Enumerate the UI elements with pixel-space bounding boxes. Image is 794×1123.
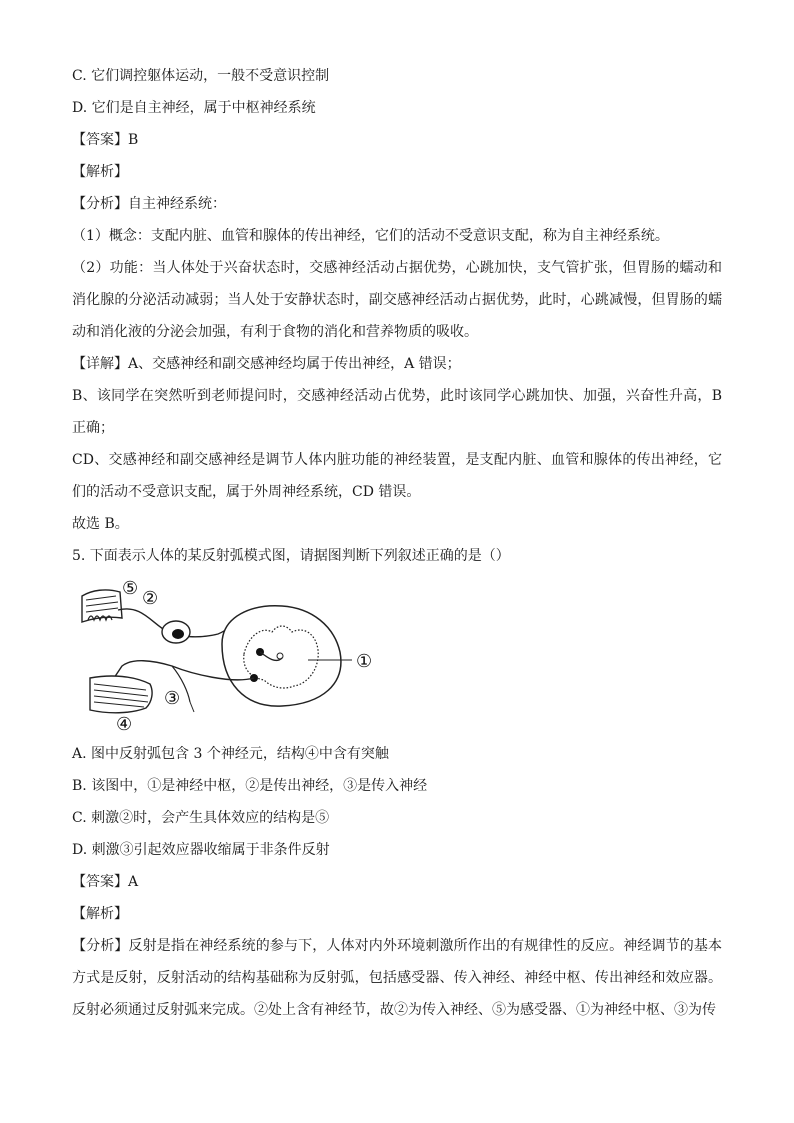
option-b: B. 该图中，①是神经中枢，②是传出神经，③是传入神经	[72, 778, 428, 794]
detail-cd: CD、交感神经和副交感神经是调节人体内脏功能的神经装置，是支配内脏、血管和腺体的传出神经，它们的活动不受意识支配，属于外周神经系统，CD 错误。	[72, 452, 722, 500]
question-5-stem: 5. 下面表示人体的某反射弧模式图，请据图判断下列叙述正确的是（）	[72, 548, 510, 564]
option-d: D. 刺激③引起效应器收缩属于非条件反射	[72, 842, 330, 858]
analysis-text: 【分析】反射是指在神经系统的参与下，人体对内外环境刺激所作出的有规律性的反应。神经调节的基本方式是反射，反射活动的结构基础称为反射弧，包括感受器、传入神经、神经中枢、传出神经和效应器。反射必须通过反射弧来完成。②处上含有神经节，故②为传入神经、⑤为感受器、①为神经中枢、③为传	[72, 938, 722, 1018]
label-5: ⑤	[122, 578, 139, 599]
reflex-arc-diagram	[72, 574, 392, 734]
analysis-label-prev: 【解析】	[72, 164, 128, 180]
answer: 【答案】A	[72, 874, 139, 890]
fenxi-title: 【分析】自主神经系统：	[72, 196, 226, 212]
concept-text: （1）概念：支配内脏、血管和腺体的传出神经，它们的活动不受意识支配，称为自主神经系统。	[72, 228, 669, 244]
option-d-prev: D. 它们是自主神经，属于中枢神经系统	[72, 100, 316, 116]
effector-muscle	[90, 676, 152, 713]
document-page	[72, 60, 722, 1026]
label-1: ①	[356, 651, 373, 672]
option-a: A. 图中反射弧包含 3 个神经元，结构④中含有突触	[72, 746, 389, 762]
answer-prev: 【答案】B	[72, 132, 139, 148]
reflex-arc-figure	[72, 574, 722, 734]
detail-b: B、该同学在突然听到老师提问时，交感神经活动占优势，此时该同学心跳加快、加强，兴奋性升高，B 正确；	[72, 388, 722, 436]
conclusion-prev: 故选 B。	[72, 516, 129, 532]
label-3: ③	[164, 688, 181, 709]
detail-a: 【详解】A、交感神经和副交感神经均属于传出神经，A 错误；	[72, 356, 461, 372]
receptor-skin	[82, 590, 122, 622]
label-2: ②	[142, 588, 159, 609]
analysis-label: 【解析】	[72, 906, 128, 922]
function-text: （2）功能：当人体处于兴奋状态时，交感神经活动占据优势，心跳加快，支气管扩张，但胃肠的蠕动和消化腺的分泌活动减弱；当人处于安静状态时，副交感神经活动占据优势，此时，心跳减慢，但胃肠的蠕动和消化液的分泌会加强，有利于食物的消化和营养物质的吸收。	[72, 260, 722, 340]
spinal-cord	[222, 606, 341, 706]
option-c-prev: C. 它们调控躯体运动，一般不受意识控制	[72, 68, 330, 84]
label-4: ④	[116, 714, 133, 734]
option-c: C. 刺激②时，会产生具体效应的结构是⑤	[72, 810, 330, 826]
